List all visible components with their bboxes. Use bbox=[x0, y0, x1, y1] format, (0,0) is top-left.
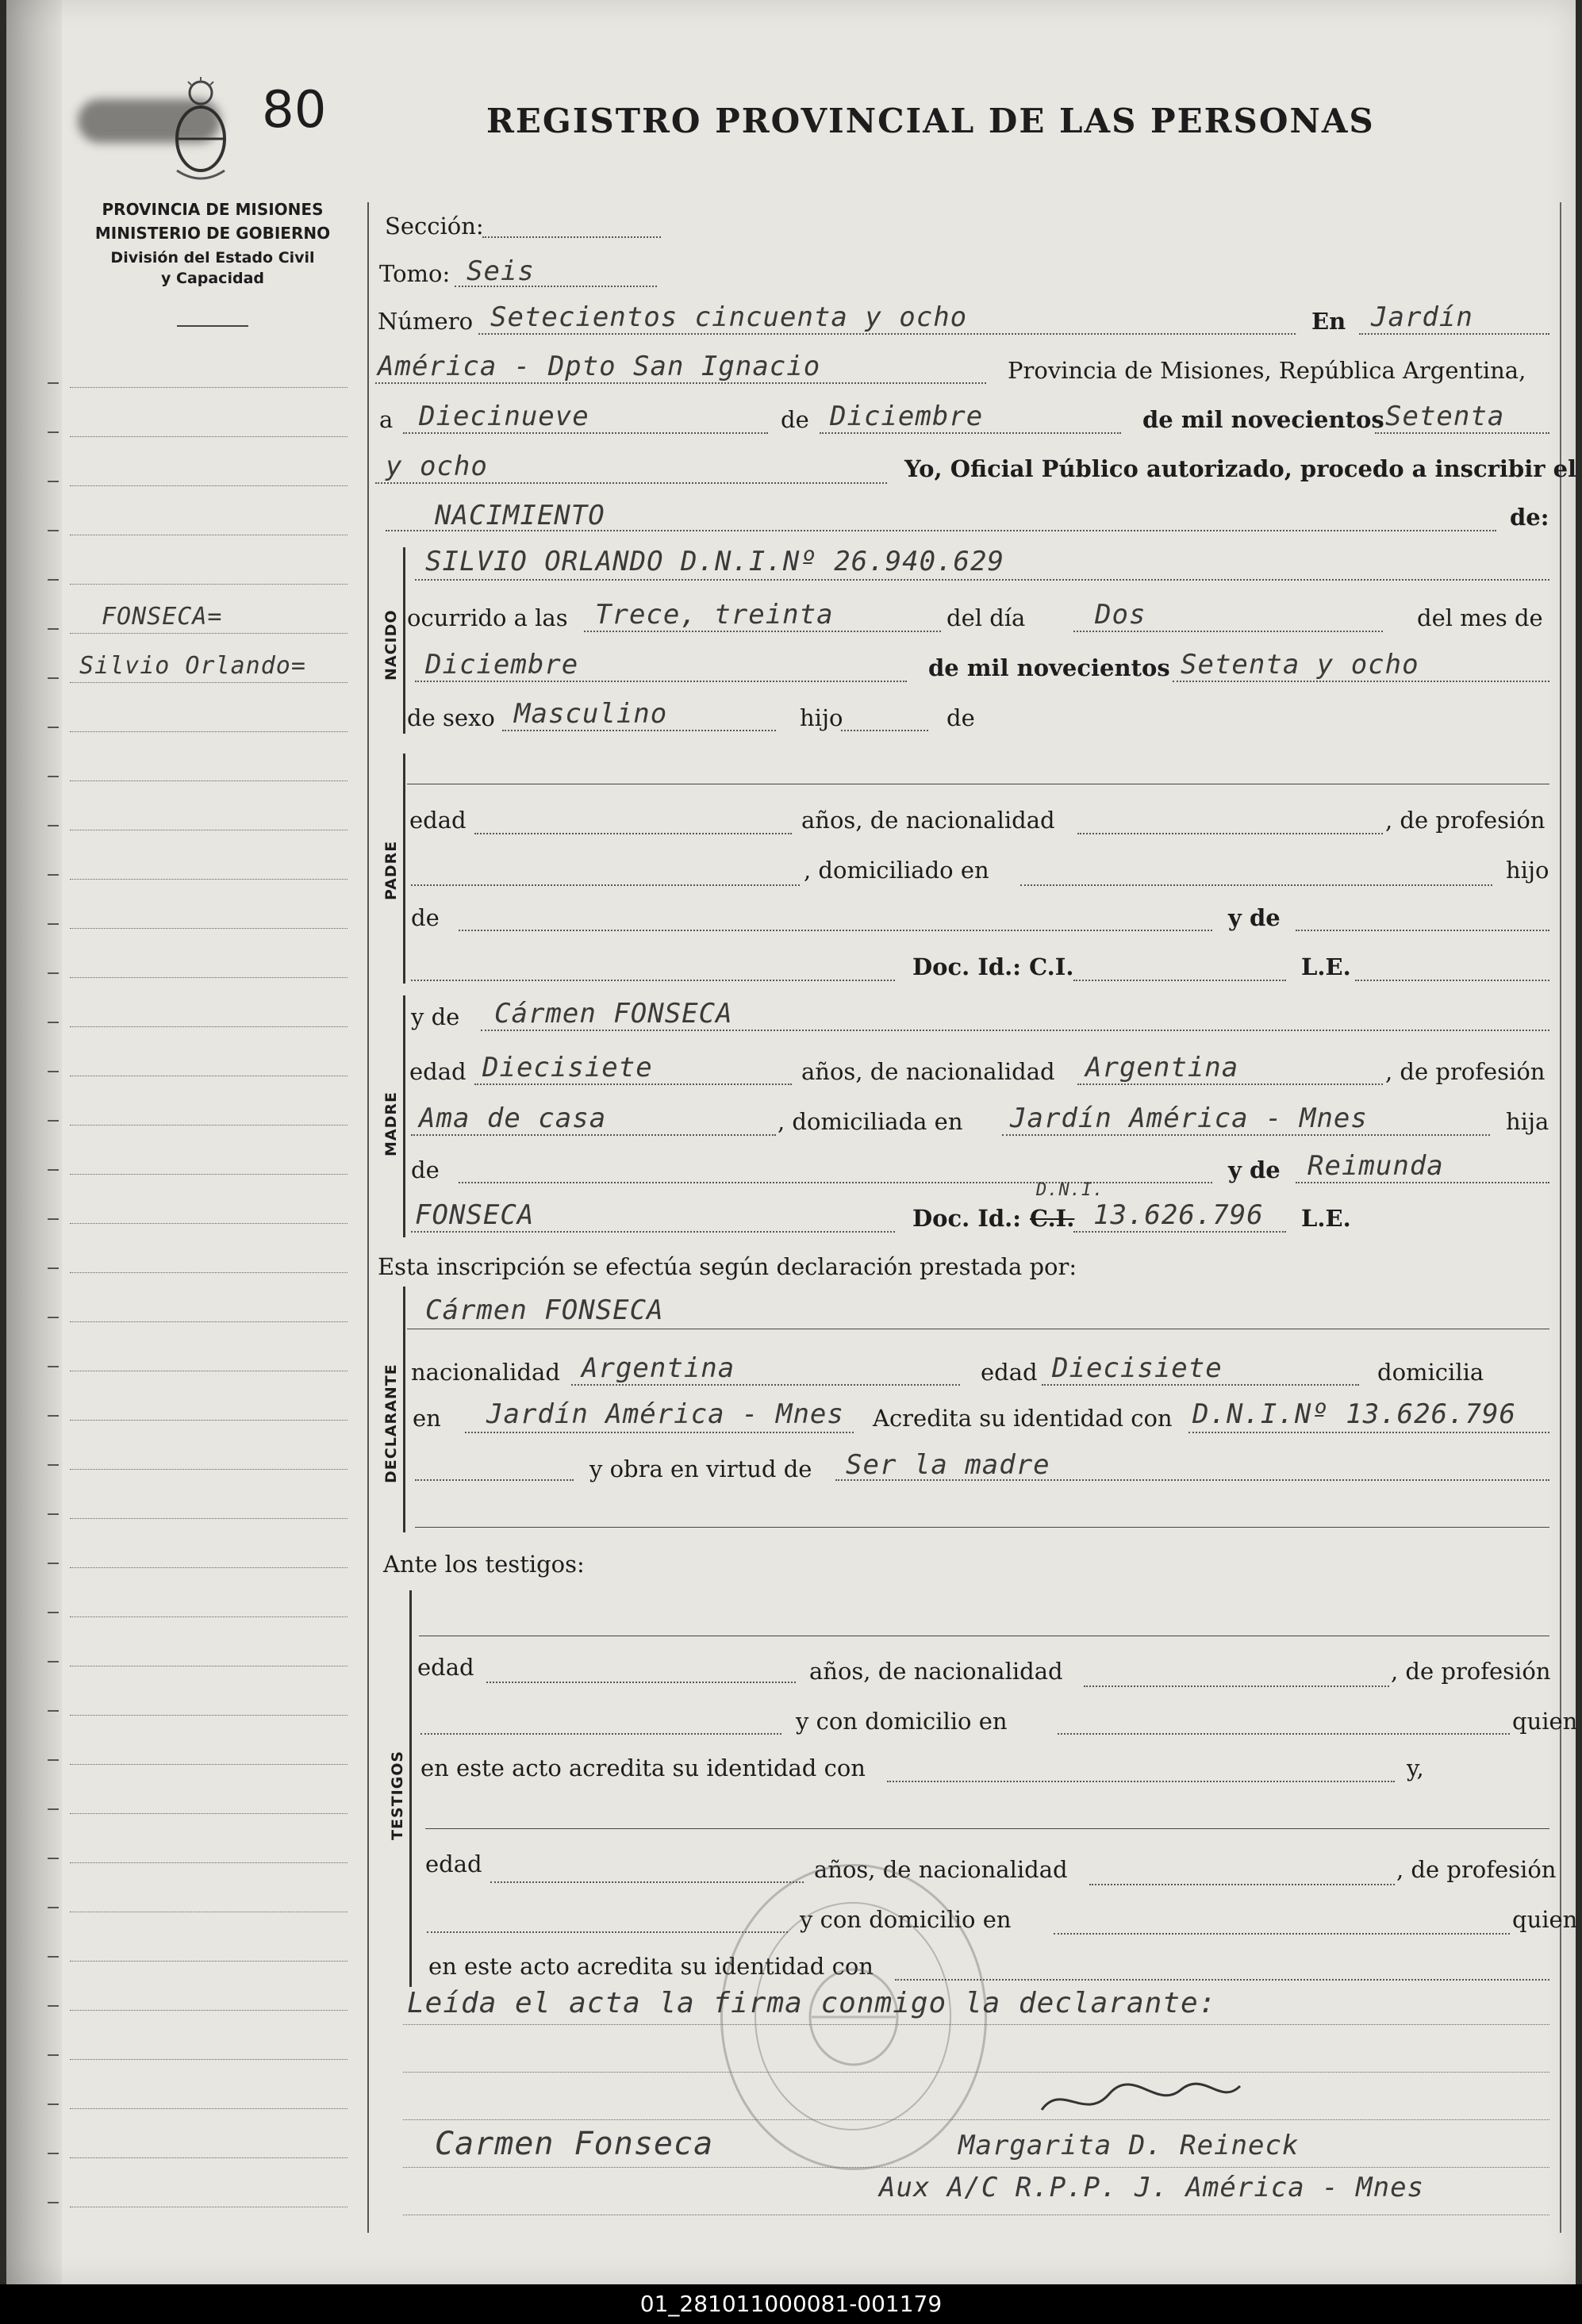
madre-abuela-surname: FONSECA bbox=[415, 1199, 535, 1231]
margin-surname: FONSECA= bbox=[102, 603, 223, 631]
testigo2-dom-field[interactable] bbox=[1054, 1933, 1510, 1935]
testigo1-nac-label: años, de nacionalidad bbox=[809, 1658, 1063, 1685]
signature-oficial-name: Margarita D. Reineck bbox=[958, 2130, 1300, 2161]
place-value: América - Dpto San Ignacio bbox=[378, 351, 821, 382]
madre-apellido-field[interactable] bbox=[411, 1231, 895, 1233]
testigo2-prof-label: , de profesión bbox=[1396, 1856, 1557, 1883]
main-left-border bbox=[367, 202, 369, 2233]
declarante-obra-label: y obra en virtud de bbox=[589, 1455, 812, 1482]
madre-edad-value: Diecisiete bbox=[482, 1052, 653, 1083]
padre-nac-label: años, de nacionalidad bbox=[801, 807, 1055, 834]
testigo2-acredita-label: en este acto acredita su identidad con bbox=[428, 1953, 874, 1980]
nacido-side-label: NACIDO bbox=[382, 609, 400, 681]
madre-name-value: Cármen FONSECA bbox=[494, 998, 733, 1030]
issuer-underline bbox=[177, 325, 248, 327]
madre-prof-field[interactable] bbox=[411, 1134, 776, 1136]
padre-doc-field[interactable] bbox=[1073, 980, 1286, 981]
issuer-division-sub: y Capacidad bbox=[161, 270, 264, 287]
issuer-division: División del Estado Civil bbox=[110, 249, 315, 267]
day-value: Diecinueve bbox=[419, 401, 589, 432]
declarante-domicilia-label: domicilia bbox=[1377, 1359, 1484, 1386]
padre-apellido-field[interactable] bbox=[411, 980, 895, 981]
padre-le-field[interactable] bbox=[1355, 980, 1549, 981]
del-mes-label: del mes de bbox=[1417, 604, 1543, 631]
dia-value: Dos bbox=[1095, 599, 1146, 631]
declarante-name-value: Cármen FONSECA bbox=[425, 1294, 664, 1326]
year-field-2[interactable] bbox=[375, 482, 887, 484]
padre-edad-field[interactable] bbox=[474, 833, 792, 834]
madre-nac-field[interactable] bbox=[1077, 1083, 1383, 1085]
padre-y-de-label: y de bbox=[1228, 904, 1281, 931]
document-title: REGISTRO PROVINCIAL DE LAS PERSONAS bbox=[486, 102, 1375, 140]
padre-de-label: de bbox=[411, 904, 440, 931]
acto-value: NACIMIENTO bbox=[435, 500, 605, 531]
padre-bracket bbox=[403, 754, 405, 984]
page-number: 80 bbox=[262, 81, 327, 140]
testigo1-nac-field[interactable] bbox=[1084, 1685, 1389, 1687]
padre-nac-field[interactable] bbox=[1077, 833, 1383, 834]
madre-edad-field[interactable] bbox=[474, 1083, 792, 1085]
tomo-value: Seis bbox=[467, 255, 535, 287]
testigo1-quien-label: quien bbox=[1512, 1708, 1578, 1735]
madre-nac-value: Argentina bbox=[1085, 1052, 1239, 1083]
day-field[interactable] bbox=[403, 432, 768, 434]
hora-value: Trece, treinta bbox=[595, 599, 834, 631]
ink-smudge bbox=[78, 99, 221, 143]
leida-text: Leída el acta la firma conmigo la declarante: bbox=[407, 1987, 1217, 2019]
tomo-label: Tomo: bbox=[379, 260, 451, 287]
declarante-nac-field[interactable] bbox=[571, 1384, 960, 1386]
declarante-en-field[interactable] bbox=[465, 1432, 854, 1433]
numero-field[interactable] bbox=[478, 333, 1296, 335]
acto-field[interactable] bbox=[386, 530, 1496, 531]
testigo2-nac-label: años, de nacionalidad bbox=[814, 1856, 1068, 1883]
testigo1-y-label: y, bbox=[1407, 1755, 1424, 1781]
testigo2-dom-label: y con domicilio en bbox=[800, 1906, 1012, 1933]
nacido-name-value: SILVIO ORLANDO D.N.I.Nº 26.940.629 bbox=[425, 546, 1004, 577]
sexo-field[interactable] bbox=[502, 730, 776, 731]
madre-y-de-label: y de bbox=[411, 1003, 460, 1030]
signature-scribble bbox=[1038, 2078, 1244, 2134]
testigo1-edad-field[interactable] bbox=[486, 1682, 796, 1683]
madre-hija-label: hija bbox=[1506, 1108, 1549, 1135]
testigo1-dom-label: y con domicilio en bbox=[796, 1708, 1008, 1735]
declarante-intro: Esta inscripción se efectúa según declaración prestada por: bbox=[378, 1253, 1077, 1280]
testigo2-quien-label: quien bbox=[1512, 1906, 1578, 1933]
madre-doc-insert: D.N.I. bbox=[1036, 1180, 1104, 1200]
document-page bbox=[6, 0, 1576, 2284]
padre-le-label: L.E. bbox=[1301, 953, 1351, 980]
nacido-mil-label: de mil novecientos bbox=[928, 654, 1170, 681]
testigo1-prof-field[interactable] bbox=[420, 1733, 781, 1735]
en-value: Jardín bbox=[1371, 301, 1473, 333]
madre-bracket bbox=[403, 995, 405, 1237]
issuer-ministry: MINISTERIO DE GOBIERNO bbox=[94, 224, 331, 243]
seccion-field[interactable] bbox=[482, 236, 661, 238]
issuer-province: PROVINCIA DE MISIONES bbox=[102, 200, 324, 219]
padre-side-label: PADRE bbox=[382, 840, 400, 900]
testigo1-dom-field[interactable] bbox=[1058, 1733, 1510, 1735]
padre-dom-field[interactable] bbox=[1020, 884, 1492, 886]
madre-name-field[interactable] bbox=[481, 1030, 1549, 1031]
testigo1-edad-label: edad bbox=[417, 1654, 474, 1681]
padre-abuela-field[interactable] bbox=[1296, 930, 1549, 931]
declarante-bracket bbox=[403, 1287, 405, 1532]
declarante-extra-field[interactable] bbox=[415, 1479, 574, 1481]
signature-oficial-cargo: Aux A/C R.P.P. J. América - Mnes bbox=[879, 2172, 1425, 2203]
ocurrido-label: ocurrido a las bbox=[407, 604, 568, 631]
seccion-label: Sección: bbox=[385, 213, 484, 240]
testigo1-prof-label: , de profesión bbox=[1391, 1658, 1551, 1685]
testigo2-name-field[interactable] bbox=[425, 1828, 1549, 1829]
madre-dom-field[interactable] bbox=[1002, 1134, 1490, 1136]
year-field-1[interactable] bbox=[1375, 432, 1549, 434]
declarante-en-label: en bbox=[413, 1405, 441, 1432]
declarante-edad-field[interactable] bbox=[1042, 1384, 1359, 1386]
anio-field[interactable] bbox=[1173, 681, 1549, 682]
madre-abuela-value: Reimunda bbox=[1307, 1150, 1444, 1182]
declarante-nac-label: nacionalidad bbox=[411, 1359, 560, 1386]
hijo-label: hijo bbox=[800, 704, 843, 731]
madre-de-label: de bbox=[411, 1156, 440, 1183]
hora-field[interactable] bbox=[584, 631, 941, 632]
declarante-edad-label: edad bbox=[981, 1359, 1038, 1386]
testigos-bracket bbox=[409, 1590, 412, 1987]
nacido-bracket bbox=[403, 547, 405, 734]
testigo1-acredita-label: en este acto acredita su identidad con bbox=[420, 1755, 866, 1781]
signature-declarante: Carmen Fonseca bbox=[435, 2126, 714, 2162]
closing-line-1 bbox=[403, 2024, 1549, 2025]
numero-label: Número bbox=[378, 308, 474, 335]
place-field[interactable] bbox=[375, 382, 986, 384]
sexo-label: de sexo bbox=[407, 704, 495, 731]
declarante-obra-value: Ser la madre bbox=[846, 1449, 1050, 1481]
declarante-acredita-value: D.N.I.Nº 13.626.796 bbox=[1192, 1398, 1516, 1430]
madre-dom-value: Jardín América - Mnes bbox=[1010, 1103, 1368, 1134]
madre-prof-label: , de profesión bbox=[1385, 1058, 1546, 1085]
madre-doc-field[interactable] bbox=[1073, 1231, 1286, 1233]
madre-nac-label: años, de nacionalidad bbox=[801, 1058, 1055, 1085]
padre-hijo-label: hijo bbox=[1506, 857, 1549, 884]
de-label: de bbox=[781, 406, 809, 433]
padre-doc-label: Doc. Id.: C.I. bbox=[912, 953, 1074, 980]
padre-prof-field[interactable] bbox=[411, 884, 800, 886]
de-colon-label: de: bbox=[1510, 504, 1549, 531]
declarante-obra-field[interactable] bbox=[835, 1479, 1549, 1481]
padre-dom-label: , domiciliado en bbox=[804, 857, 989, 884]
en-field[interactable] bbox=[1359, 333, 1549, 335]
numero-value: Setecientos cincuenta y ocho bbox=[490, 301, 968, 333]
declarante-nac-value: Argentina bbox=[582, 1352, 735, 1384]
nacido-name-field[interactable] bbox=[415, 579, 1549, 581]
madre-dom-label: , domiciliada en bbox=[778, 1108, 963, 1135]
testigo2-acredita-field[interactable] bbox=[895, 1979, 1549, 1981]
declarante-extra-line[interactable] bbox=[415, 1527, 1549, 1528]
madre-le-label: L.E. bbox=[1301, 1205, 1351, 1232]
a-label: a bbox=[379, 406, 394, 433]
declarante-side-label: DECLARANTE bbox=[382, 1363, 400, 1483]
margin-names: Silvio Orlando= bbox=[79, 652, 306, 680]
madre-y-de2-label: y de bbox=[1228, 1156, 1281, 1183]
hijo-field[interactable] bbox=[841, 730, 928, 731]
del-dia-label: del día bbox=[947, 604, 1026, 631]
sexo-value: Masculino bbox=[514, 698, 668, 730]
madre-side-label: MADRE bbox=[382, 1091, 400, 1156]
madre-edad-label: edad bbox=[409, 1058, 467, 1085]
tomo-field[interactable] bbox=[455, 286, 657, 287]
yo-text: Yo, Oficial Público autorizado, procedo a inscribir el bbox=[904, 455, 1577, 482]
mes-value: Diciembre bbox=[425, 649, 579, 681]
provincia-text: Provincia de Misiones, República Argentina, bbox=[1008, 357, 1526, 384]
padre-prof-label: , de profesión bbox=[1385, 807, 1546, 834]
testigo2-edad-label: edad bbox=[425, 1850, 482, 1877]
closing-line-4 bbox=[403, 2167, 1549, 2168]
declarante-edad-value: Diecisiete bbox=[1052, 1352, 1223, 1384]
month-value: Diciembre bbox=[830, 401, 984, 432]
declarante-acredita-field[interactable] bbox=[1188, 1432, 1549, 1433]
madre-doc-struck: C.I. bbox=[1030, 1205, 1075, 1232]
padre-abuelo-field[interactable] bbox=[459, 930, 1212, 931]
year-value-1: Setenta bbox=[1385, 401, 1505, 432]
nacido-de-label: de bbox=[947, 704, 975, 731]
declarante-en-value: Jardín América - Mnes bbox=[486, 1398, 844, 1430]
year-value-2: y ocho bbox=[386, 451, 488, 482]
testigo1-acredita-field[interactable] bbox=[887, 1781, 1395, 1782]
anio-value: Setenta y ocho bbox=[1181, 649, 1419, 681]
mil-label: de mil novecientos bbox=[1142, 406, 1384, 433]
issuer-heading bbox=[78, 200, 348, 287]
madre-abuela-field[interactable] bbox=[1296, 1182, 1549, 1183]
en-label: En bbox=[1311, 308, 1346, 335]
testigos-side-label: TESTIGOS bbox=[389, 1750, 406, 1840]
closing-line-3 bbox=[403, 2119, 1549, 2120]
mes-field[interactable] bbox=[415, 681, 907, 682]
madre-doc-value: 13.626.796 bbox=[1093, 1199, 1264, 1231]
declarante-acredita-label: Acredita su identidad con bbox=[873, 1405, 1173, 1432]
padre-edad-label: edad bbox=[409, 807, 467, 834]
closing-line-2 bbox=[403, 2072, 1549, 2073]
madre-prof-value: Ama de casa bbox=[419, 1103, 607, 1134]
image-footer-label: 01_281011000081-001179 bbox=[0, 2284, 1582, 2324]
madre-doc-label: Doc. Id.: bbox=[912, 1205, 1021, 1232]
month-field[interactable] bbox=[820, 432, 1121, 434]
testigo2-nac-field[interactable] bbox=[1089, 1884, 1395, 1885]
dia-field[interactable] bbox=[1073, 631, 1383, 632]
testigos-intro: Ante los testigos: bbox=[383, 1551, 585, 1578]
